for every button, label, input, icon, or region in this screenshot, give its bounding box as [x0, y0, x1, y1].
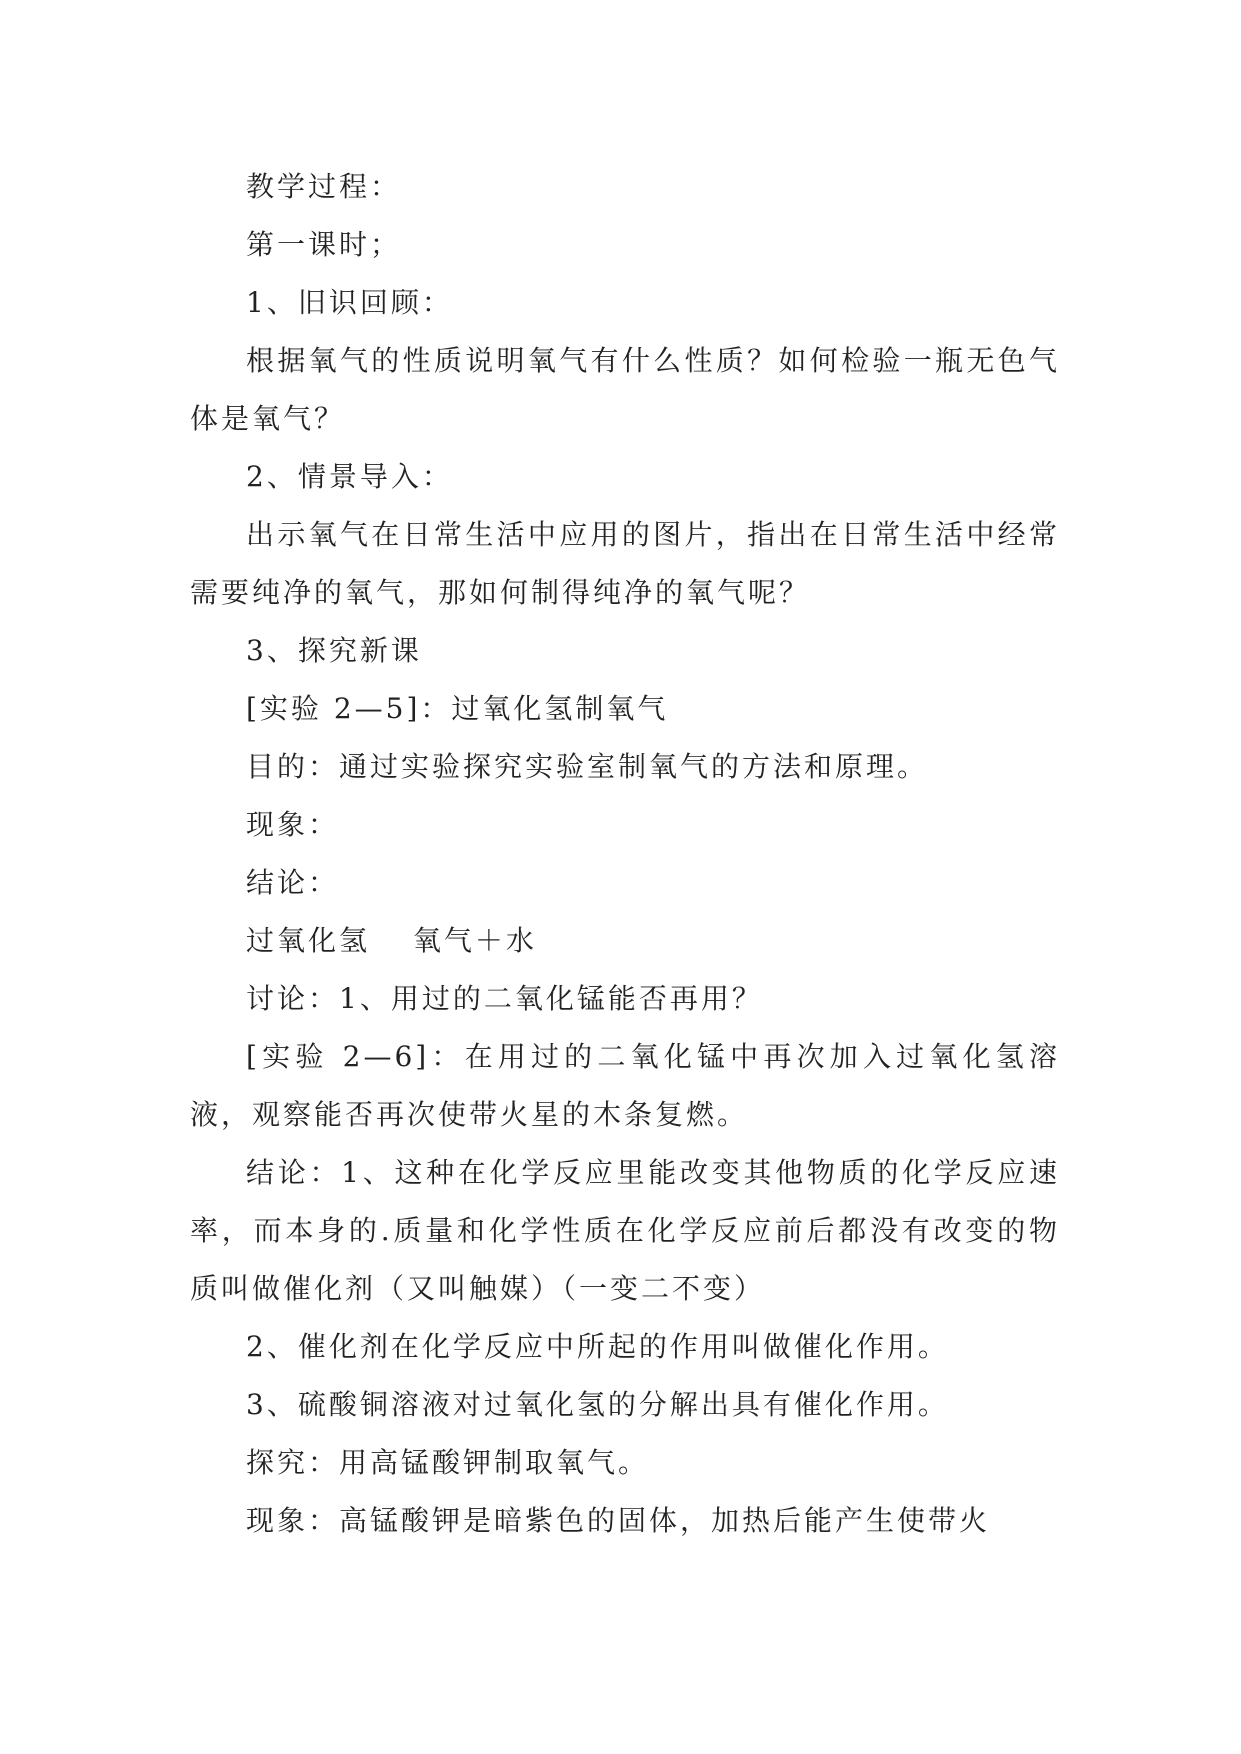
discussion-question: 讨论：1、用过的二氧化锰能否再用？: [246, 982, 763, 1015]
introduction-text: 出示氧气在日常生活中应用的图片，指出在日常生活中经常需要纯净的氧气，那如何制得纯净的氧气呢？: [190, 518, 1060, 609]
section-new-lesson: 3、探究新课: [246, 634, 422, 667]
copper-sulfate-note: 3、硫酸铜溶液对过氧化氢的分解出具有催化作用。: [246, 1388, 949, 1421]
explore-potassium-permanganate: 探究：用高锰酸钾制取氧气。: [246, 1446, 650, 1479]
experiment-phenomenon: 现象：: [246, 808, 340, 841]
heading-first-lesson: 第一课时；: [246, 228, 402, 261]
reaction-equation: 过氧化氢 氧气＋水: [246, 924, 537, 957]
document-body: [190, 158, 1060, 1550]
catalysis-definition: 2、催化剂在化学反应中所起的作用叫做催化作用。: [246, 1330, 949, 1363]
catalyst-definition: 结论：1、这种在化学反应里能改变其他物质的化学反应速率，而本身的.质量和化学性质在化学反应前后都没有改变的物质叫做催化剂（又叫触媒）（一变二不变）: [190, 1156, 1060, 1305]
experiment-2-6-text: [实验 2—6]：在用过的二氧化锰中再次加入过氧化氢溶液，观察能否再次使带火星的木条复燃。: [190, 1040, 1060, 1131]
permanganate-phenomenon: 现象：高锰酸钾是暗紫色的固体，加热后能产生使带火: [246, 1504, 991, 1537]
review-question: 根据氧气的性质说明氧气有什么性质？如何检验一瓶无色气体是氧气？: [190, 344, 1060, 435]
experiment-2-5-title: [实验 2—5]：过氧化氢制氧气: [246, 692, 669, 725]
experiment-conclusion: 结论：: [246, 866, 340, 899]
section-review: 1、旧识回顾：: [246, 286, 453, 319]
heading-teaching-process: 教学过程：: [246, 170, 402, 203]
experiment-purpose: 目的：通过实验探究实验室制氧气的方法和原理。: [246, 750, 929, 783]
section-introduction: 2、情景导入：: [246, 460, 453, 493]
